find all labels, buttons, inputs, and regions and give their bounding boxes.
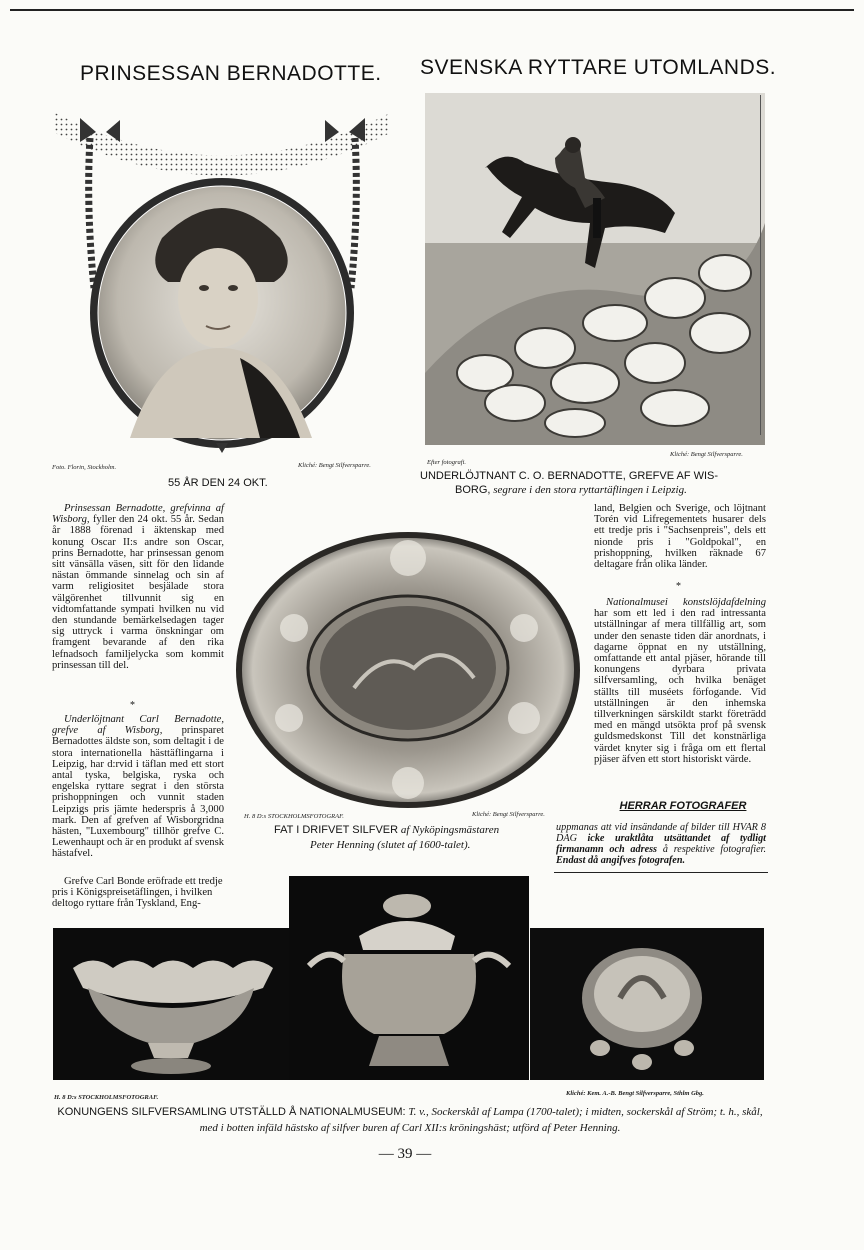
notice-text	[556, 822, 766, 866]
right-paragraph-2-text: har som ett led i den rad intressanta utställningar af mera tillfällig art, som under den senaste tiden där anordnats, i dagarne öppnat en ny utställning, omfattande ett antal pjäser, hörande till konungens dyrbara privata silfversamling, och hvilka benäget ställts till muséets förfogande. Vid utställningen är den inhemska tillverkningen särskildt starkt företrädd med en mängd utsökta prof på svensk guldsmedskonst Till det konstnärliga värdet knyter sig i fråga om ett flertal pjäser äfven ett stort historiskt värde.	[594, 608, 766, 765]
silver-platter-image	[234, 528, 582, 811]
sugar-bowl-lampa-image	[53, 928, 289, 1080]
left-paragraph-3-line: pris i Königspreisetäflingen, i hvilken	[52, 887, 213, 899]
bottom-caption-title: KONUNGENS SILFVERSAMLING UTSTÄLLD Å NATIONALMUSEUM:	[57, 1106, 406, 1118]
rider-caption-name: BORG,	[455, 484, 491, 496]
bottom-photo-credit: H. 8 D:s STOCKHOLMSFOTOGRAF.	[54, 1094, 159, 1101]
left-paragraph-1-lead: Prinsessan Bernadotte, grefvinna af Wisborg,	[52, 503, 224, 526]
platter-cliche-credit: Kliché: Bengt Silfversparre.	[472, 811, 545, 818]
notice-text-3: å respektive fotografier.	[662, 844, 766, 855]
princess-caption: 55 ÅR DEN 24 OKT.	[168, 477, 268, 489]
horseshoe-bowl-photo	[530, 928, 764, 1080]
horseshoe-bowl-image	[530, 928, 764, 1080]
rider-caption-line2	[455, 484, 687, 496]
princess-portrait-image	[50, 108, 395, 453]
left-paragraph-2-text: prinsparet Bernadottes äldste son, som deltagit i de stora internationella hästtäflingarna i Leipzig, har d:rvid i täflan med ett stort antal tyska, belgiska, ryska och engelska ryttare segrat i den största prishoppningen och vunnit staden Leipzigs pris jämte hederspris å 3,000 mark. Den af grefven af Wisborgridna hästen, "Luxembourg" tillhör grefve C. Lewenhaupt och är en produkt af svensk hästafvel.	[52, 725, 224, 860]
rider-caption-desc: segrare i den stora ryttartäflingen i Leipzig.	[493, 484, 687, 496]
bottom-caption	[54, 1104, 766, 1136]
right-separator-star: *	[676, 581, 681, 592]
platter-photo-credit: H. 8 D:s STOCKHOLMSFOTOGRAF.	[244, 813, 344, 820]
platter-caption-line2: Peter Henning (slutet af 1600-talet).	[310, 839, 471, 851]
rider-caption-line1: UNDERLÖJTNANT C. O. BERNADOTTE, GREFVE AF WIS-	[420, 470, 719, 482]
notice-text-4: Endast då angifves fotografen.	[556, 855, 686, 866]
right-paragraph-2-lead: Nationalmusei konstslöjdafdelning	[606, 597, 766, 608]
left-paragraph-1-text: fyller den 24 okt. 55 år. Sedan år 1888 förenad i äktenskap med konung Oscar II:s andre son Oscar, prins Bernadotte, har prinsessan genom sitt vänsälla väsen, sitt för den lidande nästan ömmande sinnelag och sin af varm religiositet besjälade stora välgörenhet tillvunnit sig en vidtomfattande sympati hvilken nu vid den stundande bemärkelsedagen tager sig uttryck i varma önskningar om framgent bevarande af den rika lefnadsoch familjelycka som kommit prinsessan till del.	[52, 514, 224, 671]
bottom-cliche-credit: Kliché: Kem. A.-B. Bengt Silfversparre, Sthlm Gbg.	[566, 1090, 704, 1097]
princess-photo-credit: Foto. Florin, Stockholm.	[52, 464, 117, 471]
silver-platter-photo	[234, 528, 582, 811]
right-paragraph-1: land, Belgien och Sverige, och löjtnant Torén vid Lifregementets husarer dels ett tredje pris i "Sachsenpreis", dels ett nionde pris i "Goldpokal", en prishoppning, hvilken räknade 67 deltagare från olika länder.	[594, 503, 766, 571]
top-rule	[10, 9, 854, 11]
princess-portrait-frame	[50, 108, 395, 453]
rider-photo-credit: Efter fotografi.	[427, 459, 466, 466]
right-column-rule	[760, 95, 761, 435]
platter-caption-maker: af Nyköpingsmästaren	[400, 824, 500, 836]
left-headline: PRINSESSAN BERNADOTTE.	[80, 62, 382, 85]
notice-text-1: uppmanas att vid insändande af bilder till HVAR 8 DAG	[556, 822, 766, 844]
sugar-bowl-strom-image	[289, 876, 529, 1080]
bottom-caption-desc: T. v., Sockerskål af Lampa (1700-talet); i midten, sockerskål af Ström; t. h., skål, med i botten infäld hästsko af silfver buren af Carl XII:s kröningshäst; utförd af Peter Henning.	[199, 1106, 763, 1134]
left-paragraph-1	[52, 503, 224, 671]
photographers-notice	[586, 800, 766, 812]
notice-text-2: icke uraktlåta utsättandet af tydligt firmanamn och adress	[556, 833, 766, 855]
platter-caption-title: FAT I DRIFVET SILFVER	[274, 824, 399, 836]
rider-photo	[425, 93, 765, 445]
notice-title: HERRAR FOTOGRAFER	[619, 800, 747, 812]
sugar-bowl-strom-photo	[289, 876, 529, 1080]
left-paragraph-2	[52, 714, 224, 860]
left-paragraph-3-line: Grefve Carl Bonde eröfrade ett tredje	[64, 876, 223, 887]
left-paragraph-3-line: deltogo ryttare från Tyskland, Eng-	[52, 898, 201, 910]
right-paragraph-2	[594, 597, 766, 765]
princess-cliche-credit: Kliché: Bengt Silfversparre.	[298, 462, 371, 469]
platter-caption-line1	[274, 824, 499, 836]
page-number: — 39 —	[378, 1146, 432, 1162]
left-paragraph-2-lead: Underlöjtnant Carl Bernadotte, grefve af Wisborg,	[52, 714, 224, 737]
notice-bottom-rule	[554, 872, 768, 873]
left-paragraph-3	[52, 876, 282, 910]
rider-cliche-credit: Kliché: Bengt Silfversparre.	[670, 451, 743, 458]
sugar-bowl-lampa-photo	[53, 928, 289, 1080]
right-headline: SVENSKA RYTTARE UTOMLANDS.	[420, 56, 777, 79]
left-separator-star: *	[130, 700, 135, 711]
rider-photo-image	[425, 93, 765, 445]
